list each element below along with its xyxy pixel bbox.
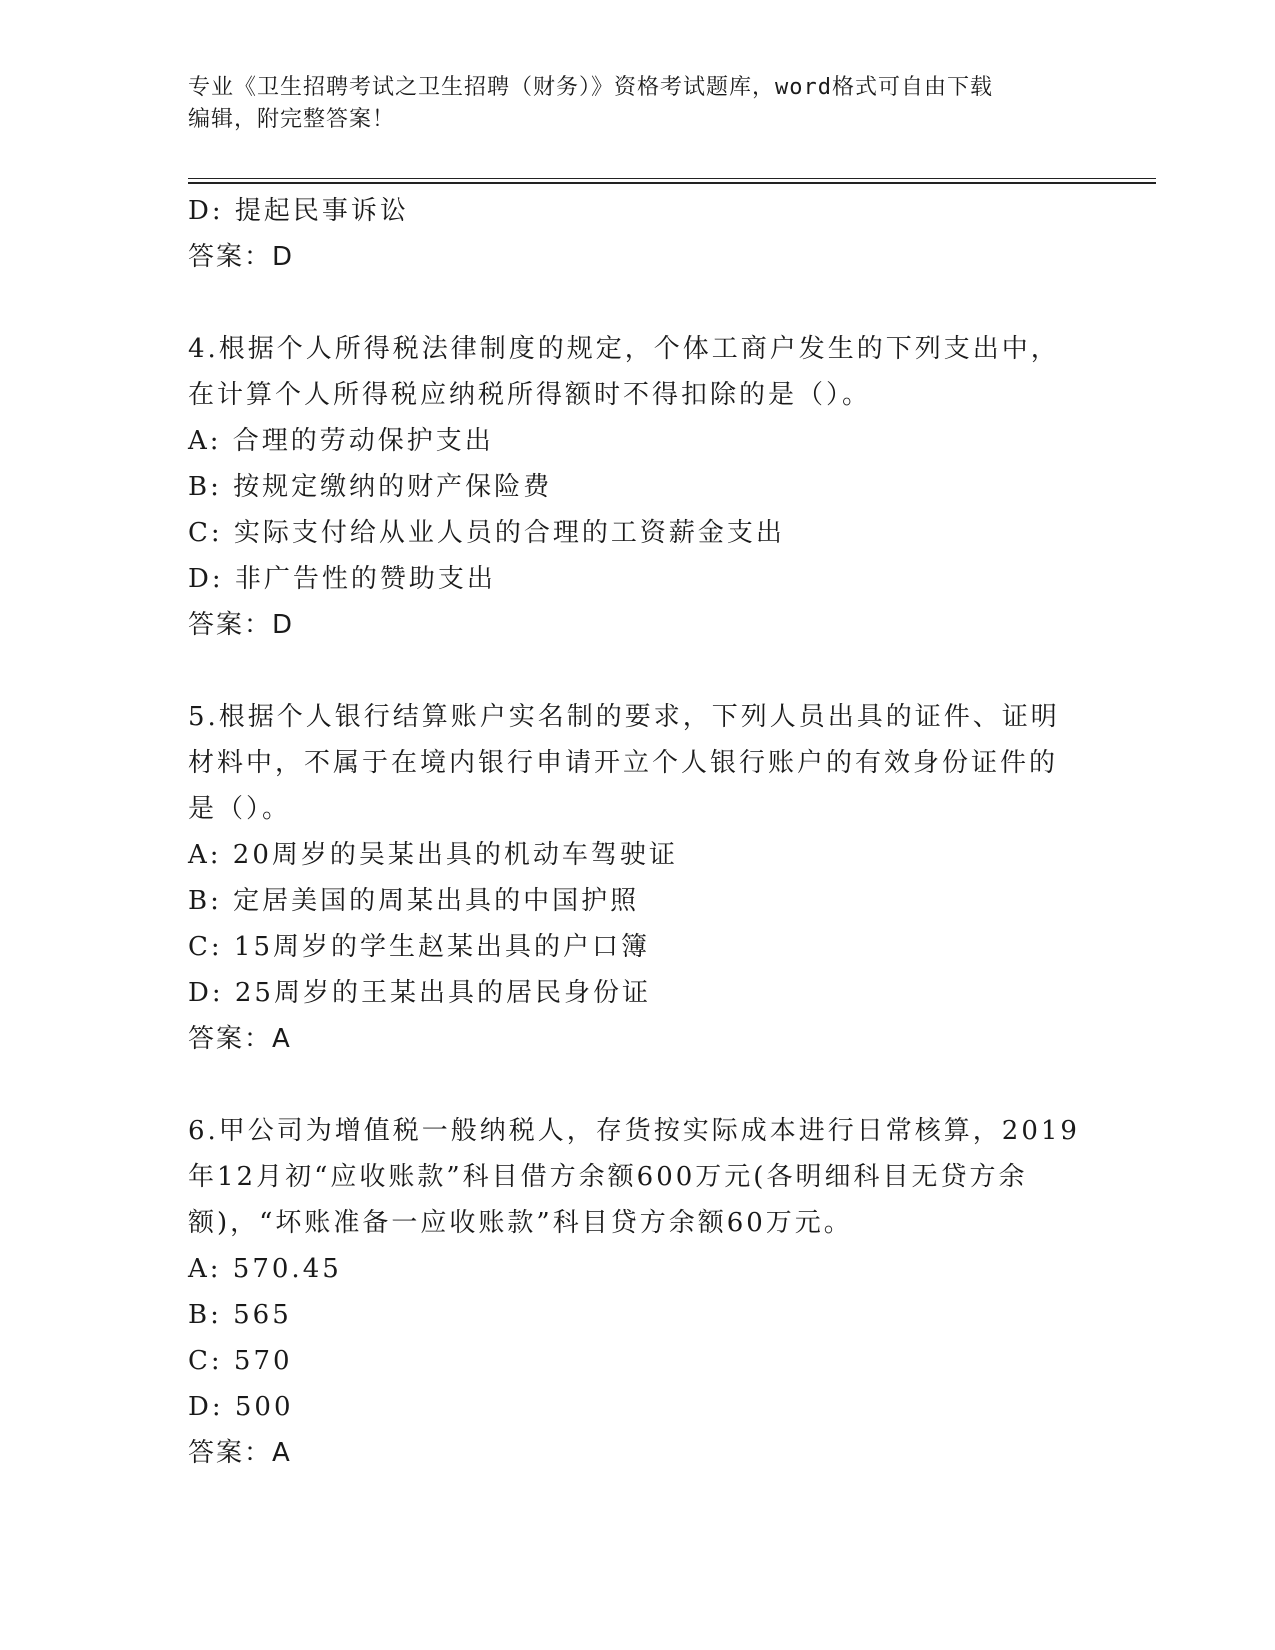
question-6 [188,1108,1080,1476]
option-d: D: 提起民事诉讼 [188,196,409,226]
option-d: D: 25周岁的王某出具的居民身份证 [188,978,651,1008]
spacer [188,280,1068,326]
option-a: A: 合理的劳动保护支出 [188,426,494,456]
option-d: D: 500 [188,1392,294,1422]
header-line-1: 专业《卫生招聘考试之卫生招聘（财务）》资格考试题库，word格式可自由下载 [188,75,993,100]
question-stem-line: 5.根据个人银行结算账户实名制的要求，下列人员出具的证件、证明 [188,702,1060,732]
document-header [188,72,1088,136]
question-stem-line: 年12月初“应收账款”科目借方余额600万元(各明细科目无贷方余 [188,1162,1028,1192]
spacer [188,648,1068,694]
option-c: C: 实际支付给从业人员的合理的工资薪金支出 [188,518,785,548]
question-5 [188,694,1068,1062]
question-4 [188,326,1068,648]
option-a: A: 20周岁的吴某出具的机动车驾驶证 [188,840,678,870]
option-b: B: 565 [188,1300,292,1330]
option-c: C: 570 [188,1346,293,1376]
option-d: D: 非广告性的赞助支出 [188,564,496,594]
answer: 答案：D [188,610,295,640]
spacer [188,1062,1068,1108]
question-stem-line: 6.甲公司为增值税一般纳税人，存货按实际成本进行日常核算，2019 [188,1116,1080,1146]
previous-question-tail [188,188,1068,280]
header-rule-thin [188,178,1156,179]
answer: 答案：A [188,1024,292,1054]
header-rule-thick [188,182,1156,184]
answer: 答案：D [188,242,295,272]
option-a: A: 570.45 [188,1254,342,1284]
question-stem-line: 4.根据个人所得税法律制度的规定，个体工商户发生的下列支出中， [188,334,1060,364]
question-stem-line: 材料中，不属于在境内银行申请开立个人银行账户的有效身份证件的 [188,748,1059,778]
question-stem-line: 是（）。 [188,794,292,824]
option-b: B: 定居美国的周某出具的中国护照 [188,886,640,916]
question-stem-line: 在计算个人所得税应纳税所得额时不得扣除的是（）。 [188,380,872,410]
answer: 答案：A [188,1438,292,1468]
option-b: B: 按规定缴纳的财产保险费 [188,472,553,502]
question-stem-line: 额)，“坏账准备一应收账款”科目贷方余额60万元。 [188,1208,853,1238]
document-body [188,188,1080,1476]
option-c: C: 15周岁的学生赵某出具的户口簿 [188,932,651,962]
header-line-2: 编辑，附完整答案！ [188,107,396,132]
